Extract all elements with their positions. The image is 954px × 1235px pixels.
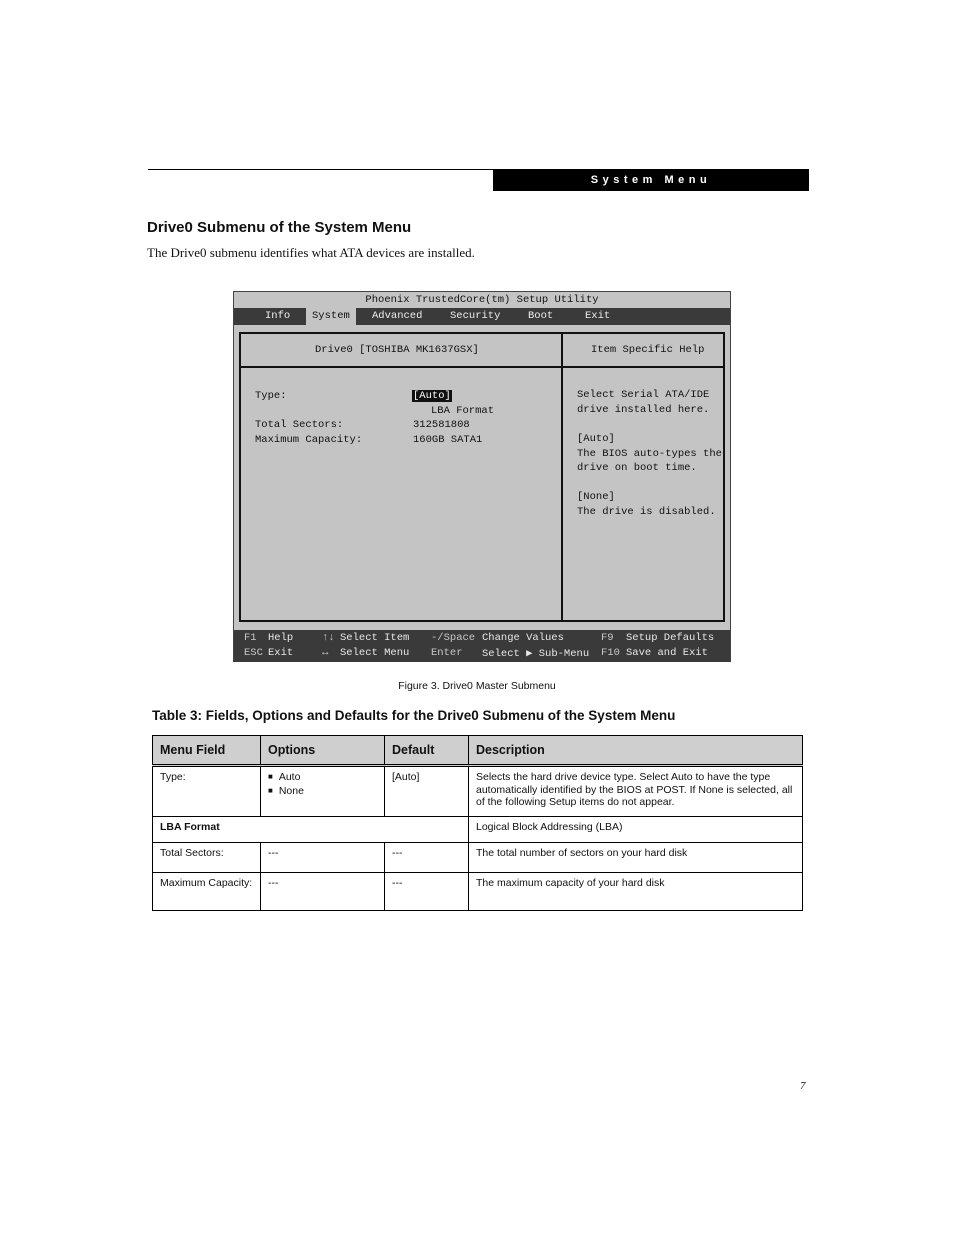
col-default: Default	[385, 736, 469, 766]
bios-key-legend	[234, 630, 730, 662]
help-line: drive on boot time.	[577, 462, 697, 474]
cell-field: Total Sectors:	[153, 843, 261, 873]
key-f10: F10	[601, 647, 620, 659]
cell-field: Type:	[153, 766, 261, 817]
help-line: Select Serial ATA/IDE	[577, 389, 710, 401]
key-f1: F1	[244, 632, 257, 644]
bios-horizontal-divider	[241, 366, 723, 368]
cell-field: LBA Format	[153, 817, 469, 843]
bios-menu-system[interactable]: System	[306, 308, 356, 325]
key-enter: Enter	[431, 647, 463, 659]
cell-description: The maximum capacity of your hard disk	[469, 873, 803, 911]
cell-options	[261, 766, 385, 817]
section-title: Drive0 Submenu of the System Menu	[147, 219, 412, 236]
cell-field: Maximum Capacity:	[153, 873, 261, 911]
cell-default: ---	[385, 843, 469, 873]
cell-description: Selects the hard drive device type. Select Auto to have the type automatically identified by the BIOS at POST. If None is selected, all of the following Setup items do not appear.	[469, 766, 803, 817]
key-leftright-desc: Select Menu	[340, 647, 410, 659]
lba-format-label: LBA Format	[431, 405, 495, 417]
key-minus-space: -/Space	[431, 632, 476, 644]
key-f10-desc: Save and Exit	[626, 647, 708, 659]
bios-menu-boot[interactable]: Boot	[528, 310, 554, 322]
max-capacity-label: Maximum Capacity:	[255, 434, 363, 446]
figure-caption: Figure 3. Drive0 Master Submenu	[398, 680, 556, 692]
table-row	[153, 817, 803, 843]
bios-main-frame	[239, 332, 725, 622]
type-label: Type:	[255, 390, 287, 402]
option-item: ■ None	[268, 785, 377, 799]
bios-panel-header: Drive0 [TOSHIBA MK1637GSX]	[315, 344, 479, 356]
table-row	[153, 873, 803, 911]
bios-screenshot	[233, 291, 731, 662]
col-options: Options	[261, 736, 385, 766]
col-description: Description	[469, 736, 803, 766]
table-header-row	[153, 736, 803, 766]
bios-menu-info[interactable]: Info	[265, 310, 291, 322]
key-updown-desc: Select Item	[340, 632, 410, 644]
key-f1-desc: Help	[268, 632, 294, 644]
key-f9: F9	[601, 632, 614, 644]
help-line: The BIOS auto-types the	[577, 448, 722, 460]
bios-vertical-divider	[561, 334, 563, 620]
fields-options-table	[152, 735, 803, 911]
total-sectors-value: 312581808	[413, 419, 470, 431]
bios-menu-advanced[interactable]: Advanced	[372, 310, 423, 322]
key-esc-desc: Exit	[268, 647, 294, 659]
col-menu-field: Menu Field	[153, 736, 261, 766]
option-item: ■ Auto	[268, 771, 377, 785]
bios-menu-exit[interactable]: Exit	[585, 310, 611, 322]
cell-description: Logical Block Addressing (LBA)	[469, 817, 803, 843]
key-updown-arrows-icon: ↑↓	[322, 632, 335, 644]
total-sectors-label: Total Sectors:	[255, 419, 344, 431]
bios-help-header: Item Specific Help	[591, 344, 705, 356]
help-line: drive installed here.	[577, 404, 710, 416]
page-number: 7	[800, 1080, 806, 1092]
cell-default: ---	[385, 873, 469, 911]
bios-menu-security[interactable]: Security	[450, 310, 501, 322]
key-enter-desc: Select ▶ Sub-Menu	[482, 648, 590, 660]
help-line: The drive is disabled.	[577, 506, 716, 518]
bios-menu-bar	[234, 308, 730, 325]
section-header-bar: System Menu	[493, 170, 809, 191]
cell-description: The total number of sectors on your hard disk	[469, 843, 803, 873]
intro-text: The Drive0 submenu identifies what ATA devices are installed.	[147, 245, 475, 260]
key-minus-desc: Change Values	[482, 632, 564, 644]
key-leftright-arrows-icon: ↔	[322, 647, 329, 659]
key-f9-desc: Setup Defaults	[626, 632, 715, 644]
table-title: Table 3: Fields, Options and Defaults for the Drive0 Submenu of the System Menu	[152, 708, 676, 723]
cell-options: ---	[261, 843, 385, 873]
max-capacity-value: 160GB SATA1	[413, 434, 483, 446]
key-esc: ESC	[244, 647, 263, 659]
bios-title: Phoenix TrustedCore(tm) Setup Utility	[365, 294, 599, 306]
cell-default: [Auto]	[385, 766, 469, 817]
cell-options: ---	[261, 873, 385, 911]
help-line: [Auto]	[577, 433, 615, 445]
type-value[interactable]: [Auto]	[413, 390, 451, 402]
help-line: [None]	[577, 491, 615, 503]
table-row	[153, 766, 803, 817]
table-row	[153, 843, 803, 873]
